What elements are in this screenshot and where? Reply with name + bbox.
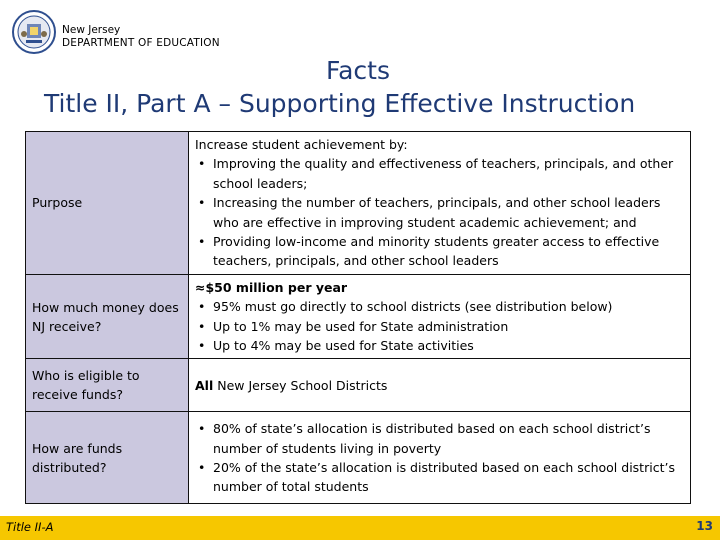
title-line-2: Title II, Part A – Supporting Effective Instruction: [44, 89, 636, 118]
title-line-1: Facts: [326, 56, 390, 85]
table-row-purpose: [26, 132, 691, 275]
department-name: DEPARTMENT OF EDUCATION: [62, 37, 220, 49]
nj-state-seal-logo: [12, 10, 56, 54]
eligibility-text: New Jersey School Districts: [213, 377, 388, 393]
table-row-eligibility: [26, 359, 691, 412]
row-label: Purpose: [26, 132, 189, 275]
table-row-funding: [26, 274, 691, 359]
list-item: • Improving the quality and effectiveness of teachers, principals, and other school leaders;: [195, 154, 684, 193]
list-item: • Up to 4% may be used for State activities: [195, 336, 684, 355]
row-value: [189, 274, 691, 359]
funding-amount: ≈$50 million per year: [195, 279, 348, 295]
funding-list: [195, 297, 684, 355]
footer-label: Title II-A: [6, 520, 54, 534]
list-item: • Up to 1% may be used for State administration: [195, 317, 684, 336]
facts-table: [25, 131, 691, 504]
organization-name: [62, 24, 220, 50]
footer-bar: [0, 516, 720, 540]
list-item: • 80% of state’s allocation is distributed based on each school district’s number of students living in poverty: [195, 419, 684, 458]
row-value: [189, 412, 691, 504]
row-label: How are funds distributed?: [26, 412, 189, 504]
purpose-intro: Increase student achievement by:: [195, 137, 408, 152]
state-name: New Jersey: [62, 24, 121, 36]
list-item: • Increasing the number of teachers, principals, and other school leaders who are effective in improving student academic achievement; and: [195, 193, 684, 232]
list-item: • 95% must go directly to school districts (see distribution below): [195, 297, 684, 316]
row-label: Who is eligible to receive funds?: [26, 359, 189, 412]
list-item: • 20% of the state’s allocation is distributed based on each school district’s number of total students: [195, 458, 684, 497]
eligibility-emphasis: All: [195, 377, 214, 393]
row-value: [189, 359, 691, 412]
row-value: [189, 132, 691, 275]
list-item: • Providing low-income and minority students greater access to effective teachers, principals, and other school leaders: [195, 232, 684, 271]
table-row-distribution: [26, 412, 691, 504]
distribution-list: [195, 419, 684, 497]
row-label: How much money does NJ receive?: [26, 274, 189, 359]
purpose-list: [195, 154, 684, 270]
page-number: 13: [696, 519, 713, 533]
